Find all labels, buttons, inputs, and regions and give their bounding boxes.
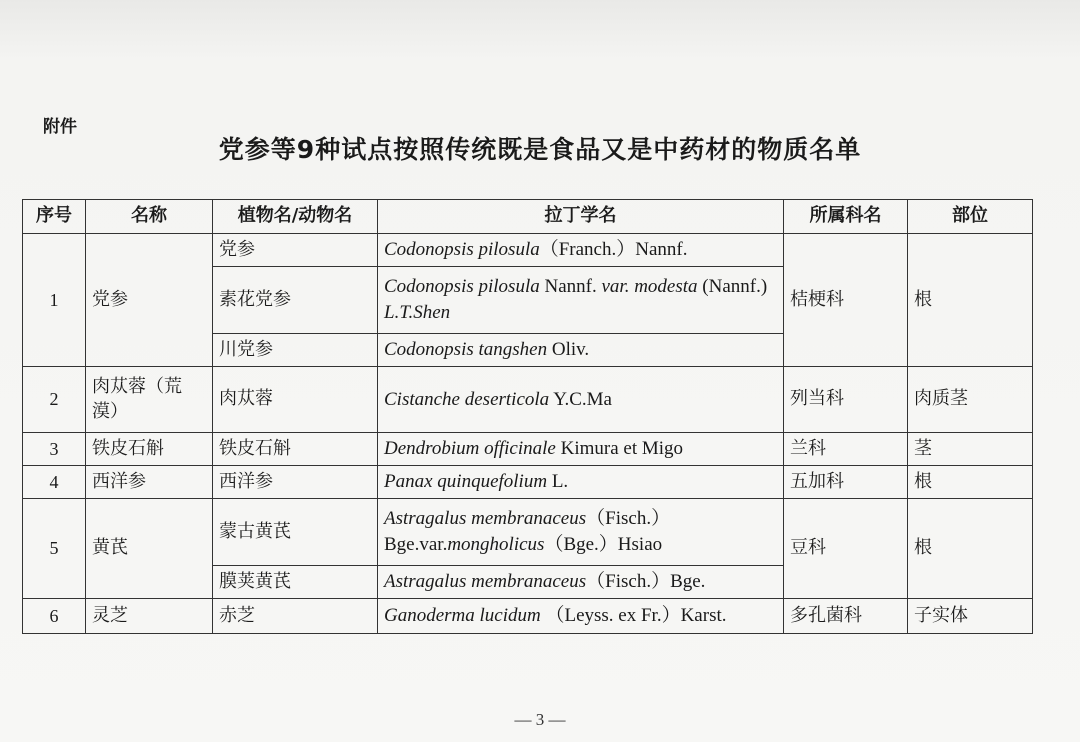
substance-table bbox=[22, 199, 1033, 634]
latin-italic-part: Codonopsis pilosula bbox=[384, 239, 540, 261]
table-header-row bbox=[23, 200, 1033, 234]
plant-name: 赤芝 bbox=[213, 599, 378, 634]
row-index: 6 bbox=[23, 599, 86, 634]
latin-author-part: Nannf. bbox=[539, 276, 602, 298]
latin-author-part: （Fisch.）Bge. bbox=[586, 571, 706, 593]
row-name: 黄芪 bbox=[86, 499, 213, 599]
table-row bbox=[23, 433, 1033, 466]
row-name: 灵芝 bbox=[86, 599, 213, 634]
latin-italic-part: Panax quinquefolium bbox=[384, 471, 548, 493]
row-name: 铁皮石斛 bbox=[86, 433, 213, 466]
family-name: 豆科 bbox=[784, 499, 908, 599]
latin-author-part: Y.C.Ma bbox=[549, 388, 612, 410]
row-index: 2 bbox=[23, 367, 86, 433]
family-name: 列当科 bbox=[784, 367, 908, 433]
plant-part: 根 bbox=[908, 234, 1033, 367]
header-latin-name: 拉丁学名 bbox=[378, 200, 784, 234]
latin-italic-part: var. modesta bbox=[601, 276, 698, 298]
latin-italic-part: Codonopsis tangshen bbox=[384, 339, 548, 361]
row-index: 5 bbox=[23, 499, 86, 599]
latin-italic-part: L.T.Shen bbox=[384, 302, 451, 323]
table-row bbox=[23, 466, 1033, 499]
latin-italic-part: Astragalus membranaceus bbox=[384, 508, 587, 530]
latin-name bbox=[378, 234, 784, 267]
latin-author-part: (Nannf.) bbox=[697, 276, 768, 298]
row-name: 党参 bbox=[86, 234, 213, 367]
plant-part: 根 bbox=[908, 499, 1033, 599]
latin-author-part: （Bge.）Hsiao bbox=[544, 534, 663, 555]
latin-name bbox=[378, 499, 784, 566]
table-row bbox=[23, 367, 1033, 433]
latin-name bbox=[378, 433, 784, 466]
latin-name bbox=[378, 599, 784, 634]
plant-name: 膜荚黄芪 bbox=[213, 566, 378, 599]
row-name: 西洋参 bbox=[86, 466, 213, 499]
latin-name bbox=[378, 334, 784, 367]
latin-italic-part: Codonopsis pilosula bbox=[384, 276, 540, 298]
latin-author-part: （Franch.）Nannf. bbox=[539, 239, 688, 261]
latin-italic-part: Astragalus membranaceus bbox=[384, 571, 587, 593]
table-body bbox=[23, 234, 1033, 634]
latin-name bbox=[378, 466, 784, 499]
family-name: 五加科 bbox=[784, 466, 908, 499]
header-family: 所属科名 bbox=[784, 200, 908, 234]
header-part: 部位 bbox=[908, 200, 1033, 234]
plant-part: 子实体 bbox=[908, 599, 1033, 634]
latin-name bbox=[378, 566, 784, 599]
plant-name: 川党参 bbox=[213, 334, 378, 367]
latin-italic-part: Dendrobium officinale bbox=[384, 438, 556, 460]
attachment-label: 附件 bbox=[43, 117, 77, 137]
latin-author-part: Kimura et Migo bbox=[555, 438, 684, 460]
page-title: 党参等9种试点按照传统既是食品又是中药材的物质名单 bbox=[218, 135, 862, 164]
page-number: — 3 — bbox=[514, 710, 566, 729]
family-name: 多孔菌科 bbox=[784, 599, 908, 634]
row-index: 3 bbox=[23, 433, 86, 466]
plant-name: 肉苁蓉 bbox=[213, 367, 378, 433]
latin-italic-part: Cistanche deserticola bbox=[384, 388, 550, 410]
plant-part: 根 bbox=[908, 466, 1033, 499]
latin-name bbox=[378, 367, 784, 433]
family-name: 兰科 bbox=[784, 433, 908, 466]
plant-name: 铁皮石斛 bbox=[213, 433, 378, 466]
latin-name bbox=[378, 267, 784, 334]
latin-author-part: （Fisch.）Bge.var. bbox=[384, 508, 671, 555]
plant-name: 党参 bbox=[213, 234, 378, 267]
plant-name: 素花党参 bbox=[213, 267, 378, 334]
latin-italic-part: Ganoderma lucidum bbox=[384, 605, 541, 627]
latin-author-part: （Leyss. ex Fr.）Karst. bbox=[540, 605, 727, 627]
table-row bbox=[23, 499, 1033, 566]
row-index: 4 bbox=[23, 466, 86, 499]
header-plant-animal-name: 植物名/动物名 bbox=[213, 200, 378, 234]
header-name: 名称 bbox=[86, 200, 213, 234]
table-row bbox=[23, 234, 1033, 267]
row-index: 1 bbox=[23, 234, 86, 367]
header-index: 序号 bbox=[23, 200, 86, 234]
plant-name: 蒙古黄芪 bbox=[213, 499, 378, 566]
family-name: 桔梗科 bbox=[784, 234, 908, 367]
row-name: 肉苁蓉（荒漠） bbox=[86, 367, 213, 433]
plant-part: 茎 bbox=[908, 433, 1033, 466]
plant-part: 肉质茎 bbox=[908, 367, 1033, 433]
latin-author-part: L. bbox=[547, 471, 569, 493]
latin-author-part: Oliv. bbox=[547, 339, 590, 361]
table-row bbox=[23, 599, 1033, 634]
latin-italic-part: mongholicus bbox=[447, 534, 545, 555]
plant-name: 西洋参 bbox=[213, 466, 378, 499]
